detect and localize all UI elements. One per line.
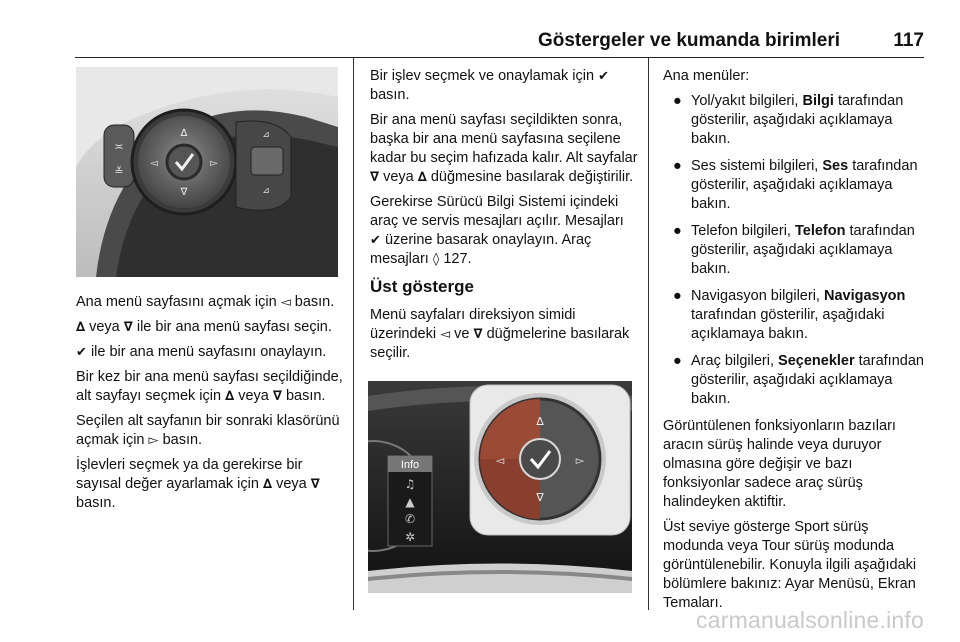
page-reference-icon: ◊ xyxy=(432,252,440,267)
menu-info-label: Info xyxy=(400,459,420,471)
up-arrow-icon: ∆ xyxy=(536,415,544,428)
text: Araç bilgileri, xyxy=(691,353,774,369)
text: tarafından gösterilir, aşağıdaki açıklamaya bakın. xyxy=(691,353,924,407)
down-arrow-icon: ∇ xyxy=(370,170,380,185)
column-3 xyxy=(663,67,925,619)
text: Seçilen alt sayfanın bir sonraki klasörünü açmak için xyxy=(76,413,340,448)
up-arrow-icon: ∆ xyxy=(417,170,427,185)
bullet-icon: ● xyxy=(673,158,682,174)
paragraph-functions xyxy=(76,456,344,513)
instrument-cluster-illustration xyxy=(368,381,632,593)
text: 127. xyxy=(443,251,472,267)
text: Menü sayfaları direksiyon simidi üzerindeki xyxy=(370,307,576,342)
paragraph-display-modes: Üst seviye gösterge Sport sürüş modunda veya Tour sürüş modunda görüntülenebilir. Konuyla ilgili aşağıdaki bölümlere bakınız: Ayar Menüsü, Ekran Temaları. xyxy=(663,519,917,611)
watermark: carmanualsonline.info xyxy=(696,607,924,633)
list-item xyxy=(663,222,925,279)
text: Bir kez bir ana menü sayfası seçildiğinde, alt sayfayı seçmek için xyxy=(76,369,343,404)
text: düğmesine basılarak değiştirilir. xyxy=(430,169,634,185)
list-item xyxy=(663,287,925,344)
menu-name: Navigasyon xyxy=(823,288,906,304)
text: basın. xyxy=(294,294,335,310)
svg-text:≍: ≍ xyxy=(114,140,124,153)
text: ve xyxy=(454,326,470,342)
paragraph-select-menu xyxy=(76,318,344,337)
text: Ana menü sayfasını açmak için xyxy=(76,294,277,310)
text: Gerekirse Sürücü Bilgi Sistemi içindeki araç ve servis mesajları açılır. Mesajları xyxy=(370,194,624,229)
svg-text:▻: ▻ xyxy=(210,158,218,169)
up-arrow-icon: ∆ xyxy=(76,320,86,335)
menu-name: Telefon xyxy=(794,223,846,239)
text: tarafından gösterilir, aşağıdaki açıklamaya bakın. xyxy=(691,307,885,342)
list-item xyxy=(663,352,925,409)
header-rule xyxy=(75,57,924,58)
text: Bir ana menü sayfası seçildikten sonra, başka bir ana menü sayfasına seçilene kadar bu seçim hafızada kalır. Alt sayfalar xyxy=(370,112,638,166)
text: veya xyxy=(89,319,120,335)
text: Ses sistemi bilgileri, xyxy=(691,158,819,174)
bullet-icon: ● xyxy=(673,223,682,239)
text: veya xyxy=(238,388,269,404)
paragraph-confirm-menu xyxy=(76,343,344,362)
svg-text:∇: ∇ xyxy=(180,187,188,198)
text: ile bir ana menü sayfası seçin. xyxy=(136,319,332,335)
right-arrow-icon: ▻ xyxy=(148,433,159,448)
text: İşlevleri seçmek ya da gerekirse bir sayısal değer ayarlamak için xyxy=(76,457,303,492)
down-arrow-icon: ∇ xyxy=(473,327,483,342)
paragraph-functions-note: Görüntülenen fonksiyonların bazıları aracın sürüş halinde veya duruyor olmasına göre değişir ve bazı fonksiyonlar sadece araç sürüş halindeyken aktiftir. xyxy=(663,418,896,510)
svg-text:⊿: ⊿ xyxy=(262,186,270,196)
text: basın. xyxy=(285,388,326,404)
up-arrow-icon: ∆ xyxy=(262,477,273,492)
text: Telefon bilgileri, xyxy=(691,223,791,239)
section-heading: Üst gösterge xyxy=(370,277,474,296)
paragraph-select-function xyxy=(370,67,638,105)
checkmark-icon: ✔ xyxy=(76,345,87,360)
column-1 xyxy=(76,293,344,519)
text: tarafından gösterilir, aşağıdaki açıklamaya bakın. xyxy=(691,223,915,277)
menu-name: Ses xyxy=(822,158,849,174)
list-item xyxy=(663,157,925,214)
right-arrow-icon: ▻ xyxy=(575,454,585,467)
text: basın. xyxy=(76,495,116,511)
paragraph-next-folder xyxy=(76,412,344,450)
checkmark-icon: ✔ xyxy=(370,233,381,248)
svg-text:≚: ≚ xyxy=(114,165,124,178)
main-menu-list xyxy=(663,92,925,409)
list-item xyxy=(663,92,925,149)
bullet-icon: ● xyxy=(673,93,682,109)
down-arrow-icon: ∇ xyxy=(123,320,133,335)
bullet-icon: ● xyxy=(673,353,682,369)
steering-wheel-illustration xyxy=(76,67,338,277)
text: Bir işlev seçmek ve onaylamak için xyxy=(370,68,595,84)
settings-gear-icon: ✲ xyxy=(404,530,416,544)
text: Yol/yakıt bilgileri, xyxy=(691,93,799,109)
music-icon: ♫ xyxy=(404,477,416,491)
paragraph-menu-pages xyxy=(370,306,638,363)
down-arrow-icon: ∇ xyxy=(272,389,282,404)
text: veya xyxy=(276,476,307,492)
text: tarafından gösterilir, aşağıdaki açıklamaya bakın. xyxy=(691,158,918,212)
text: tarafından gösterilir, aşağıdaki açıklamaya bakın. xyxy=(691,93,904,147)
left-arrow-icon: ◅ xyxy=(495,454,505,467)
phone-icon: ✆ xyxy=(404,512,416,526)
column-2 xyxy=(370,67,638,369)
steering-wheel-photo xyxy=(76,67,338,277)
left-arrow-icon: ◅ xyxy=(440,327,451,342)
navigation-icon: ▲ xyxy=(405,495,415,509)
checkmark-icon: ✔ xyxy=(598,69,609,84)
svg-text:∆: ∆ xyxy=(180,128,188,139)
header-title: Göstergeler ve kumanda birimleri xyxy=(537,30,840,51)
page-number: 117 xyxy=(893,30,924,51)
up-arrow-icon: ∆ xyxy=(225,389,235,404)
menu-name: Seçenekler xyxy=(778,353,855,369)
text: üzerine basarak onaylayın. Araç mesajları xyxy=(370,232,592,267)
down-arrow-icon: ∇ xyxy=(536,491,544,504)
text: basın. xyxy=(370,87,410,103)
paragraph-subpage xyxy=(76,368,344,406)
main-menus-intro: Ana menüler: xyxy=(663,68,750,84)
text: basın. xyxy=(162,432,203,448)
text: ile bir ana menü sayfasını onaylayın. xyxy=(90,344,327,360)
down-arrow-icon: ∇ xyxy=(310,477,320,492)
text: düğmelerine basılarak seçilir. xyxy=(370,326,630,361)
text: Navigasyon bilgileri, xyxy=(691,288,820,304)
column-divider-2 xyxy=(648,58,649,610)
paragraph-memory xyxy=(370,111,638,187)
left-arrow-icon: ◅ xyxy=(280,295,291,310)
bullet-icon: ● xyxy=(673,288,682,304)
menu-name: Bilgi xyxy=(802,93,834,109)
instrument-cluster-photo xyxy=(368,381,632,593)
text: veya xyxy=(383,169,414,185)
paragraph-open-menu xyxy=(76,293,344,312)
svg-text:⊿: ⊿ xyxy=(262,130,270,140)
paragraph-messages xyxy=(370,193,638,269)
svg-text:◅: ◅ xyxy=(150,158,158,169)
column-divider-1 xyxy=(353,58,354,610)
